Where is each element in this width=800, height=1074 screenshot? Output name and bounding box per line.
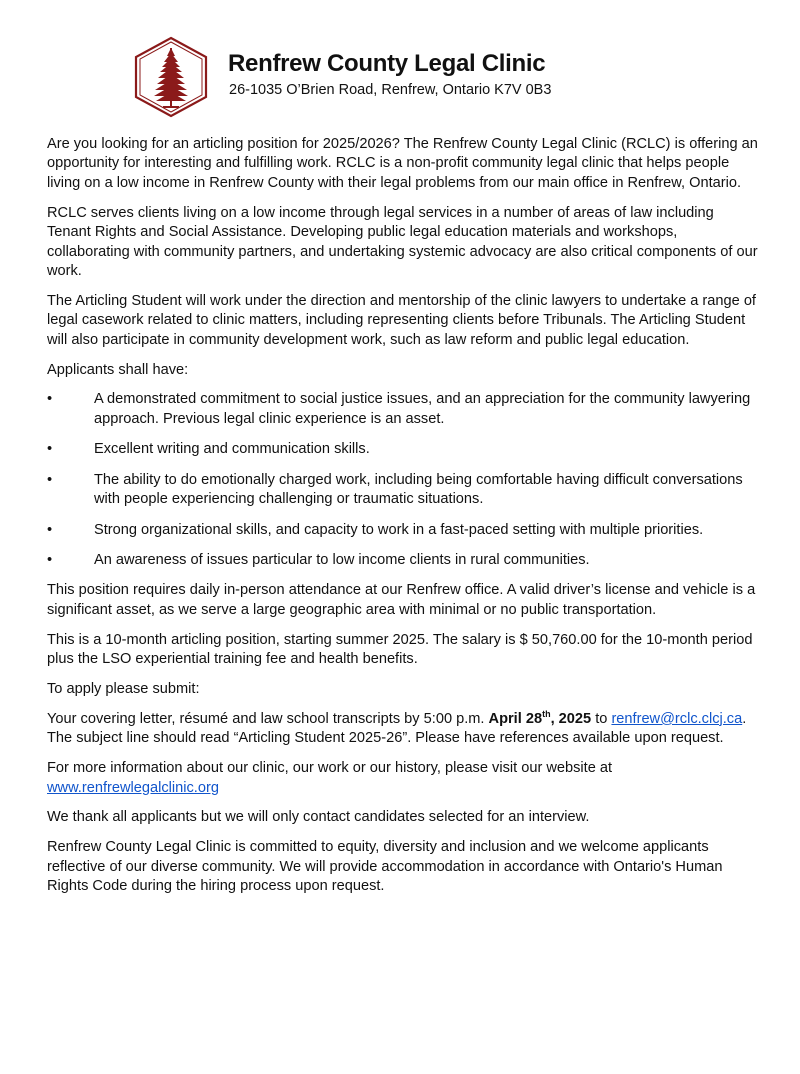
requirements-list bbox=[47, 390, 759, 570]
intro-paragraph: Are you looking for an articling position for 2025/2026? The Renfrew County Legal Clinic (RCLC) is offering an opportunity for interesting and fulfilling work. RCLC is a non-profit community legal clinic that helps people living on a low income in Renfrew County with their legal problems from our main office in Renfrew, Ontario. bbox=[47, 136, 758, 191]
email-link[interactable]: renfrew@rclc.clcj.ca bbox=[611, 710, 743, 727]
list-item: • An awareness of issues particular to low income clients in rural communities. bbox=[47, 551, 759, 570]
list-item: • Excellent writing and communication skills. bbox=[47, 440, 759, 459]
services-paragraph: RCLC serves clients living on a low income through legal services in a number of areas of law including Tenant Rights and Social Assistance. Developing public legal education materials and workshops, collaborating with community partners, and undertaking systemic advocacy are also critical components of our work. bbox=[47, 204, 758, 279]
bullet-icon: • bbox=[47, 391, 53, 408]
org-address: 26-1035 O’Brien Road, Renfrew, Ontario K7V 0B3 bbox=[229, 82, 552, 98]
role-paragraph: The Articling Student will work under the direction and mentorship of the clinic lawyers to undertake a range of legal casework related to clinic matters, including representing clients before Tribunals. The Articling Student will also participate in community development work, such as law reform and public legal education. bbox=[47, 292, 756, 348]
list-item: • A demonstrated commitment to social justice issues, and an appreciation for the community lawyering approach. Previous legal clinic experience is an asset. bbox=[47, 391, 751, 427]
bullet-icon: • bbox=[47, 441, 53, 458]
equity-paragraph: Renfrew County Legal Clinic is committed to equity, diversity and inclusion and we welcome applicants reflective of our diverse community. We will provide accommodation in accordance with Ontario's Human Rights Code during the hiring process upon request. bbox=[47, 839, 723, 895]
website-link[interactable]: www.renfrewlegalclinic.org bbox=[47, 779, 219, 796]
org-name: Renfrew County Legal Clinic bbox=[228, 50, 546, 77]
website-paragraph: For more information about our clinic, our work or our history, please visit our website at www.renfrewlegalclinic.org bbox=[47, 760, 613, 796]
list-item: • Strong organizational skills, and capacity to work in a fast-paced setting with multiple priorities. bbox=[47, 521, 759, 540]
apply-intro: To apply please submit: bbox=[47, 680, 200, 697]
salary-paragraph: This is a 10-month articling position, starting summer 2025. The salary is $ 50,760.00 for the 10-month period plus the LSO experiential training fee and health benefits. bbox=[47, 631, 753, 668]
tree-hexagon-logo bbox=[133, 36, 209, 118]
letter-body bbox=[47, 135, 759, 907]
thanks-paragraph: We thank all applicants but we will only contact candidates selected for an interview. bbox=[47, 809, 590, 826]
list-item: • The ability to do emotionally charged work, including being comfortable having difficult conversations with people experiencing challenging or traumatic situations. bbox=[47, 471, 743, 508]
bullet-icon: • bbox=[47, 521, 53, 538]
bullet-icon: • bbox=[47, 551, 53, 568]
attendance-paragraph: This position requires daily in-person attendance at our Renfrew office. A valid driver’s license and vehicle is a significant asset, as we serve a large geographic area with minimal or no public transportation. bbox=[47, 582, 756, 618]
bullet-icon: • bbox=[47, 471, 53, 488]
deadline: April 28th, 2025 bbox=[488, 708, 592, 727]
apply-paragraph: Your covering letter, résumé and law school transcripts by 5:00 p.m. April 28th, 2025 to renfrew@rclc.clcj.ca. The subject line should read “Articling Student 2025-26”. Please have references available upon request. bbox=[47, 708, 747, 747]
applicants-intro: Applicants shall have: bbox=[47, 361, 189, 378]
letterhead bbox=[0, 0, 800, 120]
